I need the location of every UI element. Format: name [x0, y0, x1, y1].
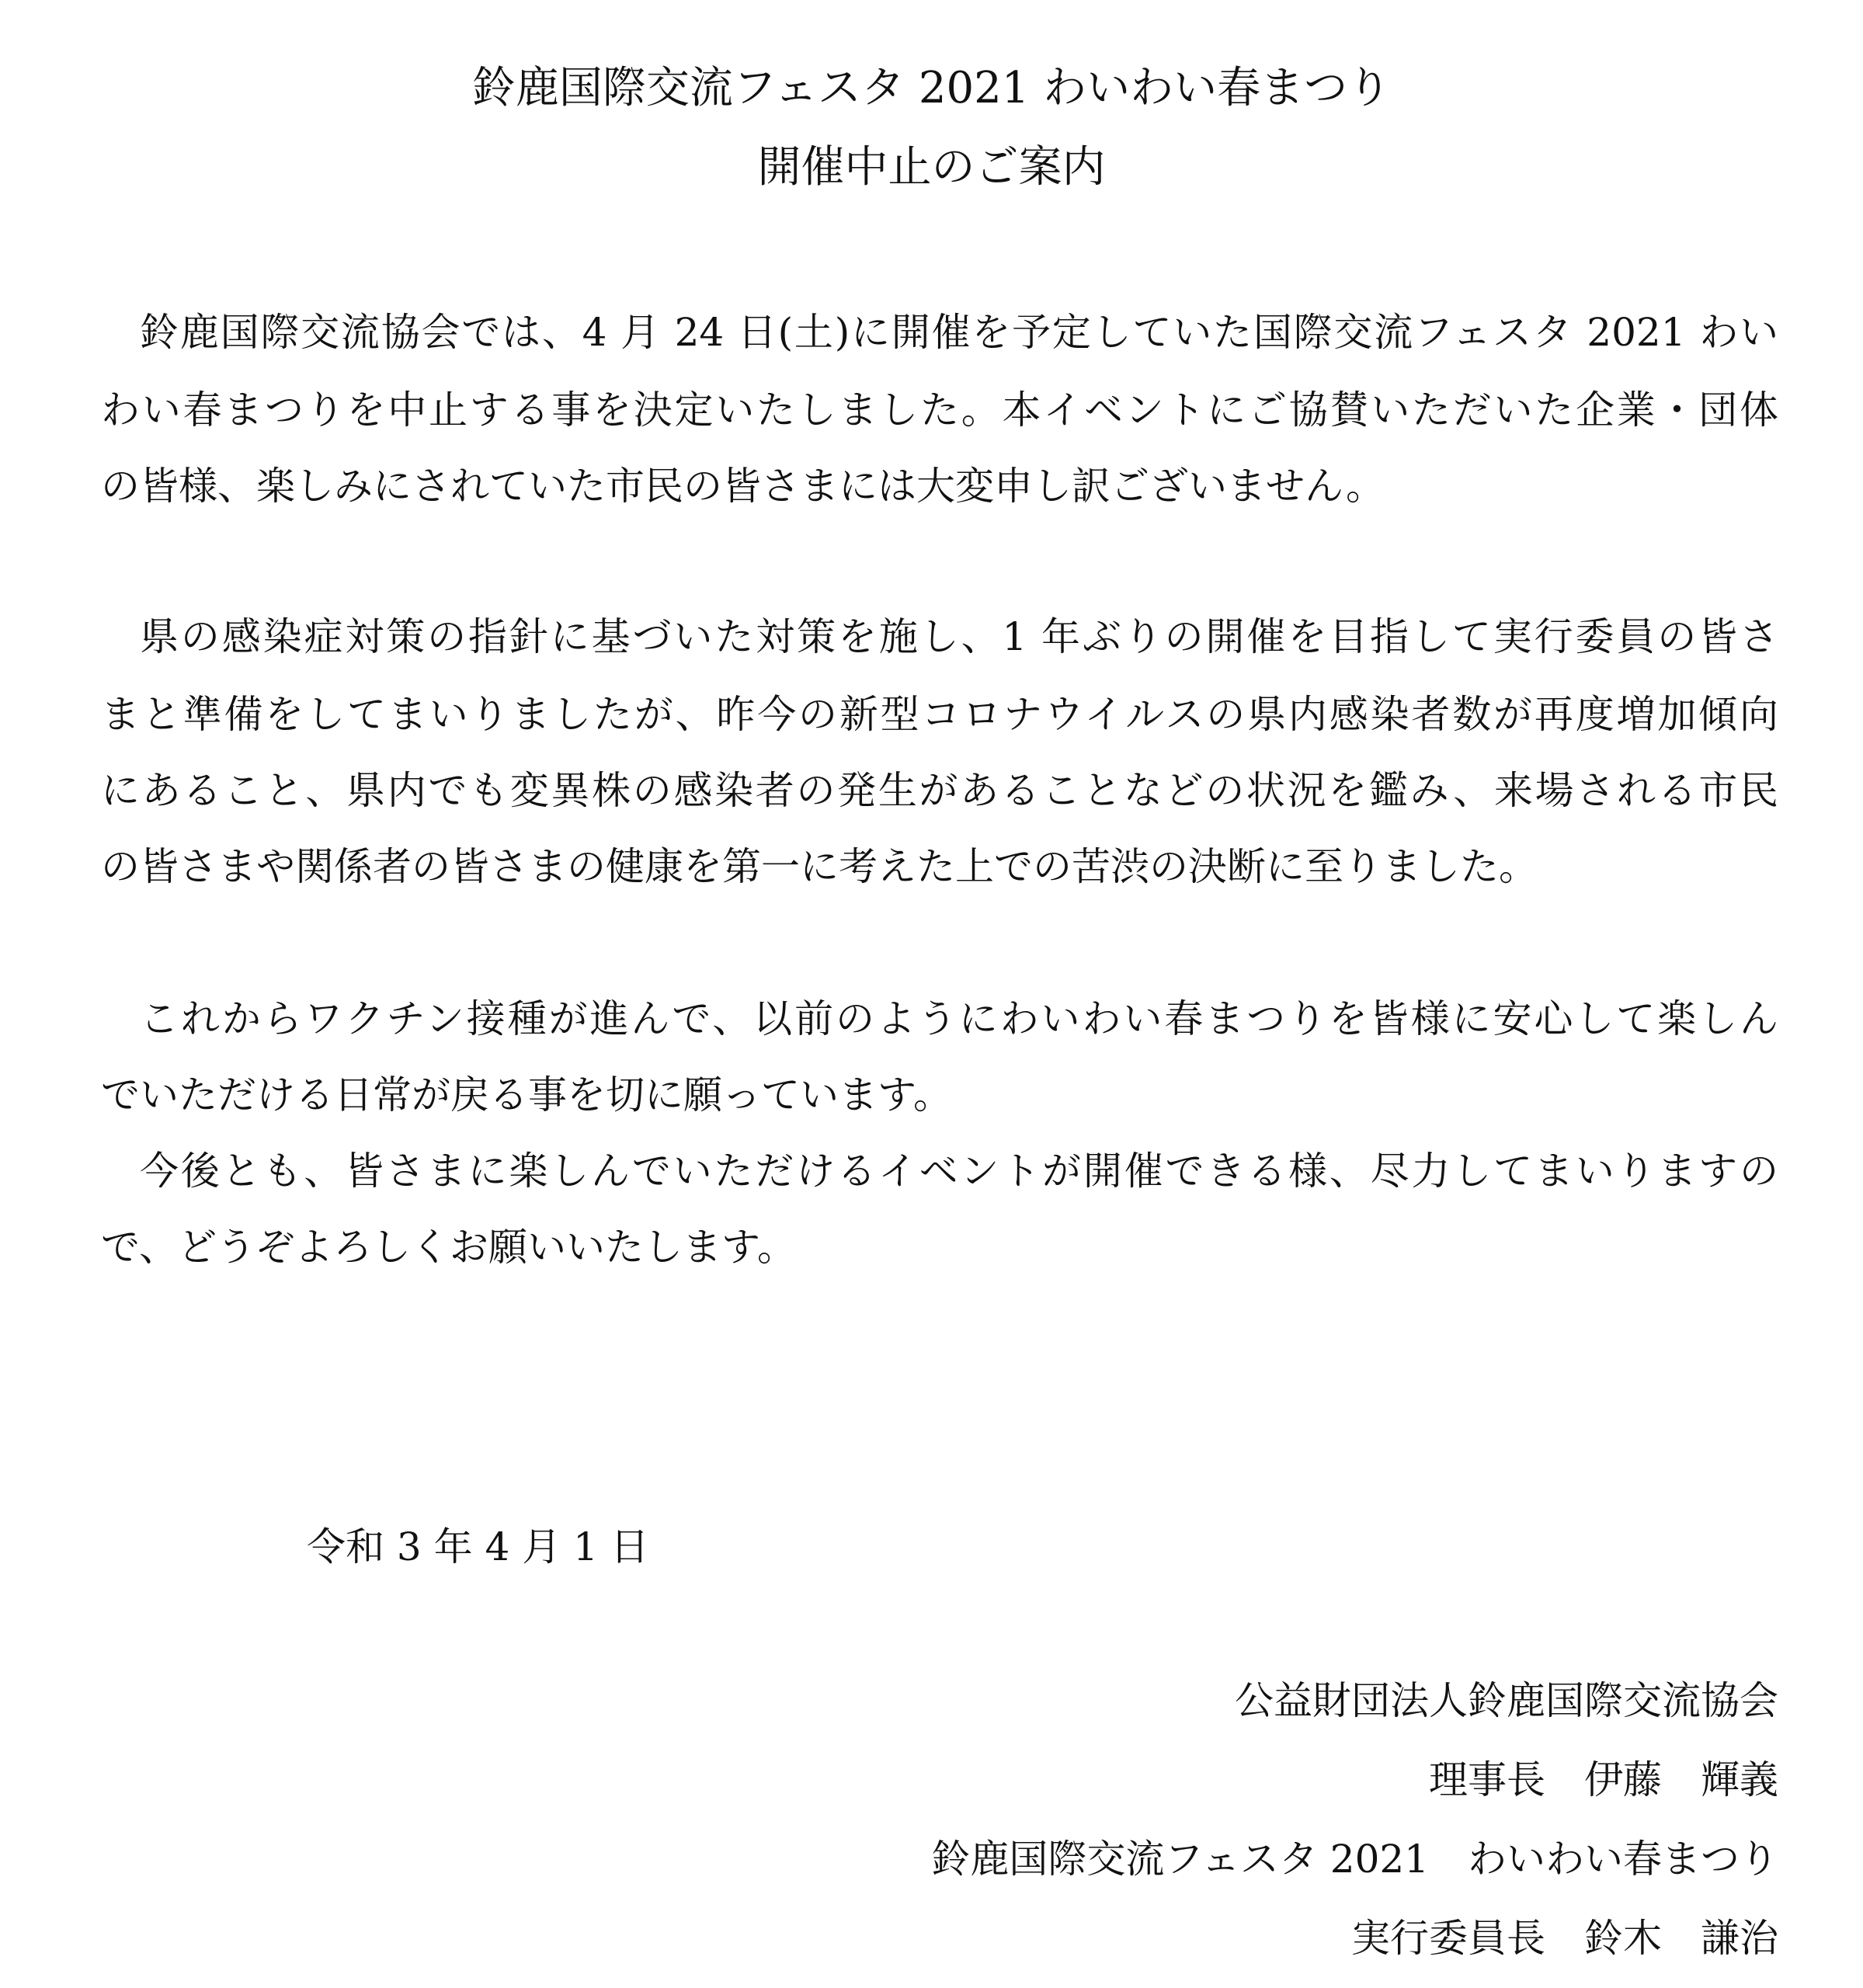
paragraph-line: わい春まつりを中止する事を決定いたしました。本イベントにご協賛いただいた企業・団体 [101, 388, 1778, 433]
signature-event-name: 鈴鹿国際交流フェスタ 2021 わいわい春まつり [931, 1837, 1778, 1882]
paragraph-line: 県の感染症対策の指針に基づいた対策を施し、1 年ぶりの開催を目指して実行委員の皆さ [140, 614, 1778, 659]
paragraph-line: これからワクチン接種が進んで、以前のようにわいわい春まつりを皆様に安心して楽しん [140, 996, 1778, 1041]
document-subtitle: 開催中止のご案内 [757, 142, 1106, 193]
signature-organization: 公益財団法人鈴鹿国際交流協会 [1235, 1678, 1778, 1723]
signature-committee-chair: 実行委員長 鈴木 謙治 [1351, 1916, 1778, 1961]
paragraph-line: の皆様、楽しみにされていた市民の皆さまには大変申し訳ございません。 [101, 464, 1385, 509]
paragraph-line: 鈴鹿国際交流協会では、4 月 24 日(土)に開催を予定していた国際交流フェスタ 2021 わい [140, 310, 1778, 355]
paragraph-line: にあること、県内でも変異株の感染者の発生があることなどの状況を鑑み、来場される市民 [101, 768, 1778, 813]
paragraph-line: で、どうぞよろしくお願いいたします。 [101, 1225, 796, 1270]
issue-date: 令和 3 年 4 月 1 日 [307, 1524, 649, 1569]
signature-chairman: 理事長 伊藤 輝義 [1429, 1757, 1778, 1802]
paragraph-line: まと準備をしてまいりましたが、昨今の新型コロナウイルスの県内感染者数が再度増加傾向 [101, 692, 1778, 737]
paragraph-line: でいただける日常が戻る事を切に願っています。 [101, 1072, 952, 1117]
paragraph-line: 今後とも、皆さまに楽しんでいただけるイベントが開催できる様、尽力してまいりますの [140, 1149, 1778, 1194]
paragraph-line: の皆さまや関係者の皆さまの健康を第一に考えた上での苦渋の決断に至りました。 [101, 844, 1538, 889]
document-title: 鈴鹿国際交流フェスタ 2021 わいわい春まつり [471, 63, 1392, 113]
